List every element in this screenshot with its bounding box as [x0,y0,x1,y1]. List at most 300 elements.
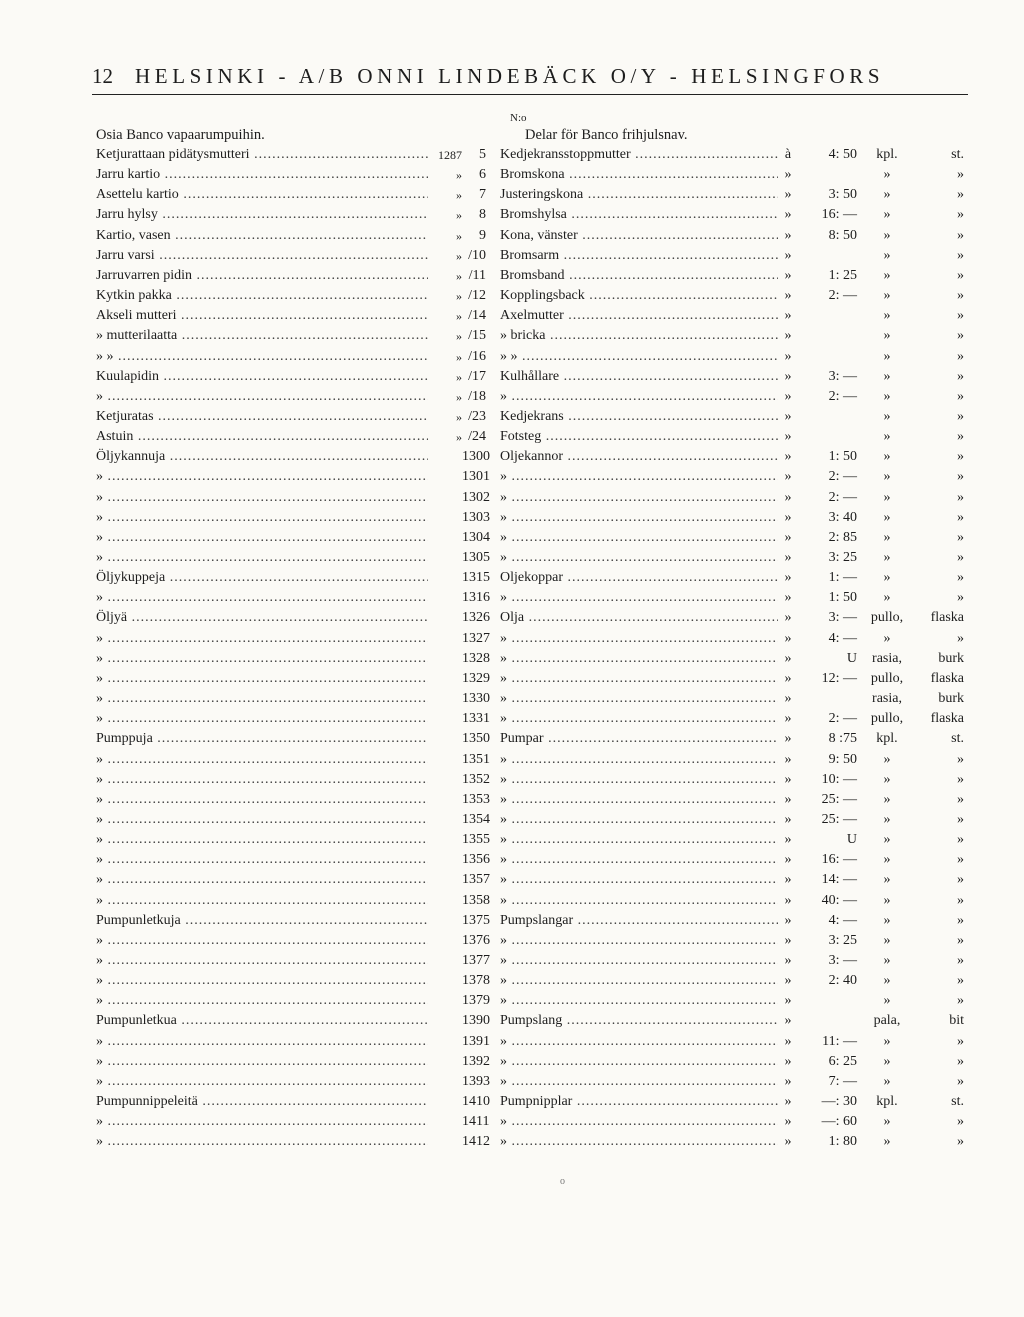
item-swedish: » ..... [500,1132,778,1152]
item-swedish: Kopplingsback ..... [500,286,778,306]
item-number: /10 [468,247,486,263]
item-ditto: » [784,711,792,727]
table-row [0,649,1024,669]
item-number-prefix: » [456,430,462,445]
item-number: /12 [468,288,486,304]
item-ditto: » [784,570,792,586]
item-number-prefix: » [456,168,462,183]
item-finnish: » ..... [96,629,428,649]
item-number: 8 [479,207,486,223]
item-swedish: Bromsarm ..... [500,246,778,266]
item-finnish: » ..... [96,770,428,790]
item-number: 1352 [462,771,490,787]
item-unit-swedish: » [957,308,964,324]
item-unit-finnish: rasia, [872,691,902,707]
page-title: HELSINKI - A/B ONNI LINDEBÄCK O/Y - HELSINGFORS [135,64,885,88]
item-price: 1: — [828,570,857,586]
item-ditto: » [784,630,792,646]
item-price: 6: 25 [828,1053,857,1069]
item-price: —: 30 [821,1094,857,1110]
item-unit-finnish: » [883,408,891,424]
table-row [0,629,1024,649]
item-swedish: Oljekannor ..... [500,447,778,467]
item-unit-finnish: pullo, [870,711,904,727]
item-ditto: » [784,832,792,848]
item-number: 1376 [462,932,490,948]
item-unit-swedish: » [957,388,964,404]
item-unit-swedish: » [957,1053,964,1069]
item-unit-finnish: » [883,469,891,485]
item-number: /16 [468,348,486,364]
item-number: 1330 [462,691,490,707]
item-number-prefix: » [456,228,462,243]
item-unit-swedish: » [957,449,964,465]
item-number-prefix: » [456,409,462,424]
item-swedish: Bromskona ..... [500,165,778,185]
item-unit-swedish: » [957,207,964,223]
item-ditto: » [784,550,792,565]
table-row [0,750,1024,770]
item-number: 1410 [462,1094,490,1110]
item-swedish: Axelmutter ..... [500,306,778,326]
item-swedish: » ..... [500,790,778,810]
item-number: 1378 [462,973,490,989]
item-number: 1390 [462,1013,490,1029]
table-row [0,226,1024,246]
item-number: 1358 [462,892,490,908]
table-row [0,709,1024,729]
item-price: U [846,650,857,666]
item-finnish: » ..... [96,991,428,1011]
item-number: /14 [468,308,486,324]
item-number: 1391 [462,1033,490,1049]
item-unit-swedish: » [957,932,964,948]
table-row [0,407,1024,427]
item-number: 1379 [462,993,490,1009]
item-price: 4: — [828,630,857,646]
item-unit-swedish: » [957,630,964,646]
table-row [0,326,1024,346]
table-row [0,971,1024,991]
item-price: 4: 50 [828,147,857,162]
item-ditto: » [784,691,792,707]
item-swedish: Pumpslangar ..... [500,911,778,931]
item-price: —: 60 [821,1114,857,1130]
item-swedish: » ..... [500,528,778,548]
item-finnish: » mutterilaatta ..... [96,326,428,346]
item-price: 2: — [828,288,857,304]
item-finnish: Öljykannuja ..... [96,447,428,467]
item-finnish: Jarru kartio ..... [96,165,428,185]
table-row [0,165,1024,185]
item-unit-finnish: » [883,953,891,968]
item-unit-swedish: burk [938,650,964,666]
item-finnish: Jarruvarren pidin ..... [96,266,428,286]
item-number: /23 [468,408,486,424]
item-unit-finnish: pala, [873,1013,901,1029]
item-unit-finnish: » [883,973,891,989]
item-unit-finnish: » [883,852,891,868]
item-unit-swedish: » [957,570,964,586]
item-ditto: » [784,751,792,767]
item-number: 1375 [462,912,490,928]
item-unit-swedish: » [957,348,964,364]
page-number: 12 [92,64,113,88]
item-swedish: » ..... [500,387,778,407]
item-number: 1392 [462,1053,490,1069]
item-finnish: Akseli mutteri ..... [96,306,428,326]
item-finnish: » ..... [96,1072,428,1092]
item-finnish: » ..... [96,790,428,810]
item-unit-finnish: » [883,872,891,888]
item-number: /17 [468,368,486,384]
item-number-prefix: » [456,369,462,384]
item-number: 1315 [462,570,490,586]
item-price: 4: — [828,912,857,928]
item-ditto: » [784,167,792,183]
item-number-prefix: » [456,289,462,304]
item-ditto: » [784,993,792,1009]
table-row [0,467,1024,487]
item-finnish: » ..... [96,1132,428,1152]
item-ditto: » [784,1073,792,1089]
item-finnish: » ..... [96,830,428,850]
item-unit-swedish: » [957,872,964,888]
item-ditto: » [784,489,792,505]
item-finnish: » ..... [96,548,428,568]
item-ditto: » [784,953,792,968]
item-unit-swedish: st. [951,731,964,747]
item-ditto: » [784,368,792,384]
item-price: 16: — [821,207,857,223]
item-number-prefix: » [456,268,462,283]
item-swedish: Pumpar ..... [500,729,778,749]
item-number: 6 [479,167,486,183]
table-row [0,911,1024,931]
item-swedish: » ..... [500,709,778,729]
item-number: 1329 [462,670,490,686]
item-price: 40: — [821,892,857,908]
item-number: 1357 [462,872,490,888]
table-row [0,991,1024,1011]
item-ditto: à [784,147,792,162]
item-swedish: Pumpnipplar ..... [500,1092,778,1112]
item-unit-finnish: » [883,832,891,848]
item-finnish: Pumppuja ..... [96,729,428,749]
item-price: 25: — [821,811,857,827]
item-unit-finnish: » [883,348,891,364]
item-price: 3: 40 [828,509,857,525]
item-number: /24 [468,429,486,445]
table-row [0,951,1024,971]
item-swedish: Oljekoppar ..... [500,568,778,588]
item-swedish: » ..... [500,870,778,890]
table-row [0,548,1024,568]
item-swedish: » ..... [500,1032,778,1052]
item-number-prefix: » [456,248,462,263]
table-row [0,1132,1024,1152]
item-finnish: » ..... [96,931,428,951]
item-swedish: » ..... [500,971,778,991]
item-swedish: Justeringskona ..... [500,185,778,205]
item-unit-finnish: » [883,791,891,807]
item-price: 2: 85 [828,529,857,545]
item-number: 1355 [462,832,490,848]
table-row [0,1032,1024,1052]
item-number: 1301 [462,469,490,485]
item-finnish: » ..... [96,649,428,669]
item-ditto: » [784,267,792,283]
item-unit-swedish: » [957,550,964,565]
item-ditto: » [784,247,792,263]
item-swedish: » bricka ..... [500,326,778,346]
swedish-section-heading: Delar för Banco frihjulsnav. [525,127,688,143]
item-unit-swedish: » [957,590,964,606]
item-ditto: » [784,469,792,485]
table-row [0,1112,1024,1132]
item-unit-swedish: » [957,247,964,263]
item-unit-swedish: » [957,973,964,989]
item-unit-swedish: st. [951,1094,964,1110]
item-finnish: » ..... [96,387,428,407]
item-finnish: » ..... [96,891,428,911]
item-finnish: Jarru hylsy ..... [96,205,428,225]
item-ditto: » [784,932,792,948]
item-unit-swedish: » [957,791,964,807]
number-column-header: N:o [510,112,527,124]
item-unit-finnish: kpl. [876,1094,898,1110]
item-unit-finnish: » [883,308,891,324]
item-price: 9: 50 [828,751,857,767]
item-ditto: » [784,308,792,324]
item-price: 1: 50 [828,449,857,465]
item-finnish: Kytkin pakka ..... [96,286,428,306]
item-unit-finnish: » [883,590,891,606]
item-finnish: » ..... [96,488,428,508]
table-row [0,528,1024,548]
item-ditto: » [784,771,792,787]
table-row [0,770,1024,790]
item-swedish: » ..... [500,508,778,528]
item-unit-swedish: » [957,328,964,344]
item-ditto: » [784,791,792,807]
item-finnish: » ..... [96,1052,428,1072]
item-swedish: Kulhållare ..... [500,367,778,387]
item-finnish: Astuin ..... [96,427,428,447]
item-number: 1412 [462,1134,490,1150]
item-swedish: » ..... [500,991,778,1011]
item-price: 8: 50 [828,227,857,243]
table-row [0,568,1024,588]
item-finnish: » ..... [96,971,428,991]
item-unit-swedish: » [957,429,964,445]
item-swedish: » » ..... [500,347,778,367]
table-row [0,1011,1024,1031]
item-swedish: » ..... [500,770,778,790]
item-price: U [846,832,857,848]
item-finnish: Kartio, vasen ..... [96,226,428,246]
item-ditto: » [784,731,792,747]
item-number: 9 [479,227,486,243]
table-row [0,669,1024,689]
table-row [0,387,1024,407]
item-number: 1304 [462,529,490,545]
item-swedish: » ..... [500,488,778,508]
item-finnish: Pumpunletkuja ..... [96,911,428,931]
item-swedish: » ..... [500,750,778,770]
item-finnish: Pumpunnippeleitä ..... [96,1092,428,1112]
item-unit-swedish: » [957,187,964,203]
item-unit-finnish: » [883,892,891,908]
item-finnish: » ..... [96,850,428,870]
item-price: 16: — [821,852,857,868]
item-unit-finnish: » [883,167,891,183]
item-ditto: » [784,1033,792,1049]
item-finnish: » ..... [96,467,428,487]
item-ditto: » [784,650,792,666]
item-unit-finnish: kpl. [876,731,898,747]
item-swedish: Fotsteg ..... [500,427,778,447]
item-unit-finnish: » [883,570,891,586]
item-number: 1328 [462,650,490,666]
item-finnish: » ..... [96,870,428,890]
item-unit-finnish: » [883,368,891,384]
item-number: 1351 [462,751,490,767]
table-row [0,508,1024,528]
table-row [0,185,1024,205]
item-ditto: » [784,328,792,344]
item-swedish: » ..... [500,850,778,870]
item-number: 1326 [462,610,490,626]
item-price: 3: 50 [828,187,857,203]
item-unit-swedish: » [957,1033,964,1049]
finnish-section-heading: Osia Banco vapaarumpuihin. [96,127,265,143]
table-row [0,850,1024,870]
item-unit-swedish: » [957,368,964,384]
item-ditto: » [784,408,792,424]
table-row [0,729,1024,749]
item-price: 7: — [828,1073,857,1089]
item-number: /18 [468,388,486,404]
item-unit-finnish: » [883,247,891,263]
table-row [0,286,1024,306]
item-unit-finnish: » [883,489,891,505]
item-swedish: » ..... [500,810,778,830]
table-row [0,266,1024,286]
item-swedish: » ..... [500,689,778,709]
table-row [0,1072,1024,1092]
item-unit-swedish: » [957,1073,964,1089]
item-swedish: Kona, vänster ..... [500,226,778,246]
item-number: 1305 [462,550,490,565]
item-finnish: Kuulapidin ..... [96,367,428,387]
item-number-prefix: » [456,208,462,223]
item-unit-swedish: bit [949,1013,964,1029]
item-unit-finnish: » [883,751,891,767]
item-unit-swedish: » [957,288,964,304]
table-row [0,1052,1024,1072]
item-finnish: Ketjurattaan pidätysmutteri ..... [96,145,428,165]
item-unit-finnish: » [883,1053,891,1069]
item-finnish: » ..... [96,508,428,528]
item-unit-finnish: » [883,932,891,948]
item-finnish: » ..... [96,750,428,770]
item-unit-swedish: » [957,227,964,243]
item-ditto: » [784,1013,792,1029]
item-price: 1: 50 [828,590,857,606]
item-finnish: Ketjuratas ..... [96,407,428,427]
item-ditto: » [784,852,792,868]
item-number-prefix: 1287 [438,148,462,162]
item-price: 14: — [821,872,857,888]
item-ditto: » [784,1114,792,1130]
item-unit-swedish: » [957,167,964,183]
item-swedish: » ..... [500,1112,778,1132]
item-price: 2: — [828,388,857,404]
item-ditto: » [784,388,792,404]
item-finnish: » ..... [96,528,428,548]
table-row [0,205,1024,225]
item-number: 5 [479,147,486,162]
item-price: 10: — [821,771,857,787]
item-unit-finnish: » [883,187,891,203]
item-ditto: » [784,670,792,686]
item-unit-finnish: pullo, [870,670,904,686]
item-unit-finnish: » [883,288,891,304]
table-row [0,1092,1024,1112]
item-unit-swedish: » [957,469,964,485]
item-ditto: » [784,610,792,626]
item-unit-finnish: » [883,1073,891,1089]
item-number: 1316 [462,590,490,606]
item-swedish: » ..... [500,649,778,669]
print-mark: o [560,1176,565,1187]
item-ditto: » [784,429,792,445]
item-unit-finnish: » [883,328,891,344]
item-number: 1354 [462,811,490,827]
item-swedish: Kedjekrans ..... [500,407,778,427]
item-swedish: » ..... [500,669,778,689]
item-number-prefix: » [456,349,462,364]
item-finnish: » ..... [96,669,428,689]
item-unit-swedish: » [957,892,964,908]
item-number-prefix: » [456,309,462,324]
table-row [0,870,1024,890]
item-number: 1300 [462,449,490,465]
item-unit-swedish: » [957,811,964,827]
item-price: 8 :75 [828,731,857,747]
item-unit-finnish: » [883,429,891,445]
item-ditto: » [784,509,792,525]
item-unit-swedish: » [957,912,964,928]
item-number: 1353 [462,791,490,807]
item-price: 3: — [828,368,857,384]
item-unit-swedish: » [957,993,964,1009]
item-unit-swedish: » [957,408,964,424]
item-unit-swedish: » [957,529,964,545]
item-unit-swedish: flaska [930,670,964,686]
item-swedish: » ..... [500,931,778,951]
item-swedish: » ..... [500,951,778,971]
item-swedish: » ..... [500,891,778,911]
item-swedish: » ..... [500,588,778,608]
item-swedish: Kedjekransstoppmutter ..... [500,145,778,165]
item-unit-swedish: » [957,489,964,505]
item-number: 1327 [462,630,490,646]
item-number-prefix: » [456,389,462,404]
item-unit-swedish: » [957,771,964,787]
table-row [0,790,1024,810]
